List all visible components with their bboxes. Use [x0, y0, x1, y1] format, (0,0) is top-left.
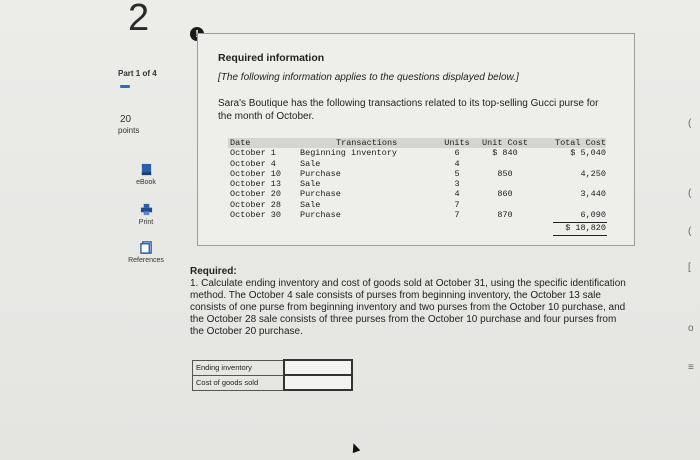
panel-description: Sara's Boutique has the following transactions related to its top-selling Gucci purse for the month of October. [218, 98, 599, 122]
table-cell: Purchase [300, 210, 341, 221]
table-cell: Sale [300, 179, 321, 190]
table-cell: 3 [454, 179, 460, 190]
ebook-label: eBook [136, 179, 156, 186]
ending-inventory-label: Ending inventory [193, 360, 285, 375]
part-indicator: Part 1 of 4 [118, 69, 157, 78]
date-header: Date [230, 138, 251, 148]
print-label: Print [138, 219, 154, 226]
table-cell: 4,250 [580, 168, 606, 179]
required-instructions: 1. Calculate ending inventory and cost of goods sold at October 31, using the specific identification method. The October 4 sale consists of purses from beginning inventory, the October 13 sale consists of one purse from beginning inventory and two purses from the October 10 purchase, and the October 28 sale consists of three purses from the October 10 purchase and four purses from the October 20 purchase. [190, 278, 626, 337]
points-value: 20 [120, 114, 132, 125]
ebook-button[interactable] [124, 163, 168, 186]
part-progress-bar [120, 85, 130, 88]
edge-partial-icon: [ [688, 262, 691, 273]
references-button[interactable] [124, 241, 168, 264]
transactions-header: Transactions [336, 138, 398, 148]
subtotal-rule [553, 222, 607, 223]
print-button[interactable] [124, 203, 168, 226]
table-cell [480, 179, 530, 189]
panel-note: [The following information applies to the questions displayed below.] [218, 72, 519, 83]
table-row [193, 375, 353, 390]
table-cell: 4 [454, 189, 460, 200]
total-cost-header: Total Cost [554, 138, 606, 148]
edge-partial-icon: ( [688, 226, 692, 237]
table-cell: October 13 [230, 179, 282, 190]
units-header: Units [444, 138, 470, 148]
table-cell: $ 840 [492, 148, 518, 159]
table-cell [548, 200, 606, 210]
mouse-cursor-icon [350, 442, 361, 453]
table-cell: 860 [497, 189, 513, 200]
references-label: References [128, 257, 164, 264]
printer-icon [140, 203, 153, 216]
table-cell: 3,440 [580, 189, 606, 200]
answer-table [192, 359, 353, 391]
table-cell [548, 159, 606, 169]
question-text [190, 266, 630, 338]
book-icon [140, 163, 153, 176]
date-column [230, 138, 281, 220]
ending-inventory-input[interactable] [284, 360, 352, 375]
table-cell: 850 [497, 168, 513, 179]
table-cell: 7 [454, 210, 460, 221]
edge-partial-icon: o [688, 323, 694, 334]
table-cell: October 10 [230, 168, 282, 179]
table-cell [480, 200, 530, 210]
grand-total: $ 18,820 [565, 223, 606, 234]
table-cell: 4 [454, 158, 460, 169]
table-cell: October 1 [230, 148, 276, 159]
document-icon [140, 241, 153, 254]
table-cell: Beginning inventory [300, 148, 397, 159]
table-cell: October 30 [230, 210, 282, 221]
table-cell: 6 [454, 148, 460, 159]
table-cell: 870 [497, 210, 513, 221]
table-cell [480, 159, 530, 169]
edge-partial-icon: ≡ [688, 362, 694, 373]
cogs-label: Cost of goods sold [193, 375, 285, 390]
table-cell [548, 179, 606, 189]
unit-cost-column [480, 138, 530, 220]
transactions-column [300, 138, 397, 220]
units-column [440, 138, 474, 220]
table-cell: $ 5,040 [570, 148, 606, 159]
required-information-panel [197, 33, 635, 246]
table-cell: 6,090 [580, 210, 606, 221]
total-cost-column [548, 138, 606, 234]
table-cell: 7 [454, 199, 460, 210]
question-number: 2 [128, 0, 150, 39]
total-rule [553, 235, 607, 236]
table-row [193, 360, 353, 375]
required-heading: Required: [190, 266, 237, 277]
edge-partial-icon: ( [688, 188, 692, 199]
table-cell: October 20 [230, 189, 282, 200]
table-cell: October 28 [230, 199, 282, 210]
table-cell: October 4 [230, 158, 276, 169]
cogs-input[interactable] [284, 375, 352, 390]
table-cell: Purchase [300, 168, 341, 179]
table-cell: Sale [300, 199, 321, 210]
table-cell: Purchase [300, 189, 341, 200]
table-cell: Sale [300, 158, 321, 169]
edge-partial-icon: ( [688, 118, 692, 129]
points-label: points [118, 126, 140, 135]
table-cell: 5 [454, 168, 460, 179]
unit-cost-header: Unit Cost [482, 138, 528, 148]
panel-title: Required information [218, 52, 325, 64]
